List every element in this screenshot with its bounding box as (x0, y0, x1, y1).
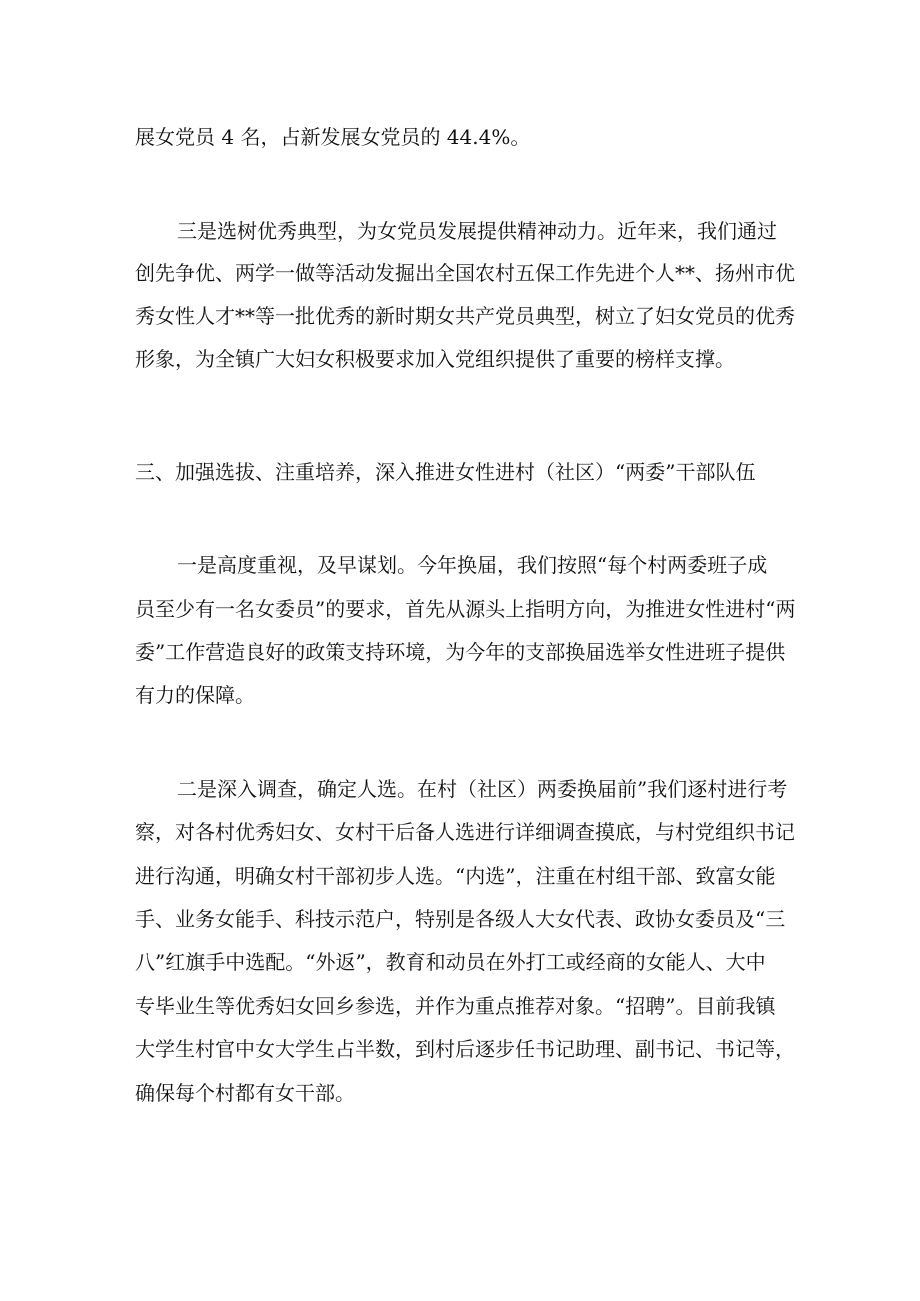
section-heading: 三、加强选拔、注重培养，深入推进女性进村（社区）“两委”干部队伍 (135, 460, 756, 484)
paragraph-line: 专毕业生等优秀妇女回乡参选，并作为重点推荐对象。“招聘”。目前我镇 (135, 994, 776, 1018)
paragraph-line: 一是高度重视，及早谋划。今年换届，我们按照“每个村两委班子成 (177, 553, 768, 577)
paragraph-line: 大学生村官中女大学生占半数，到村后逐步任书记助理、副书记、书记等， (135, 1037, 795, 1061)
paragraph-line: 形象，为全镇广大妇女积极要求加入党组织提供了重要的榜样支撑。 (135, 347, 735, 371)
paragraph-line: 员至少有一名女委员”的要求，首先从源头上指明方向，为推进女性进村“两 (135, 597, 796, 621)
paragraph-line: 创先争优、两学一做等活动发掘出全国农村五保工作先进个人**、扬州市优 (135, 261, 795, 285)
paragraph-line: 展女党员 4 名，占新发展女党员的 44.4%。 (135, 125, 531, 149)
paragraph-line: 三是选树优秀典型，为女党员发展提供精神动力。近年来，我们通过 (177, 219, 777, 243)
paragraph-line: 秀女性人才**等一批优秀的新时期女共产党员典型，树立了妇女党员的优秀 (135, 304, 795, 328)
paragraph-line: 二是深入调查，确定人选。在村（社区）两委换届前”我们逐村进行考 (177, 777, 788, 801)
paragraph-line: 八”红旗手中选配。“外返”，教育和动员在外打工或经商的女能人、大中 (135, 950, 766, 974)
paragraph-line: 确保每个村都有女干部。 (135, 1081, 355, 1105)
paragraph-line: 进行沟通，明确女村干部初步人选。“内选”，注重在村组干部、致富女能 (135, 864, 776, 888)
paragraph-line: 手、业务女能手、科技示范户，特别是各级人大女代表、政协女委员及“三 (135, 907, 786, 931)
paragraph-line: 委”工作营造良好的政策支持环境，为今年的支部换届选举女性进班子提供 (135, 640, 786, 664)
paragraph-line: 有力的保障。 (135, 683, 255, 707)
paragraph-line: 察，对各村优秀妇女、女村干后备人选进行详细调查摸底，与村党组织书记 (135, 820, 795, 844)
